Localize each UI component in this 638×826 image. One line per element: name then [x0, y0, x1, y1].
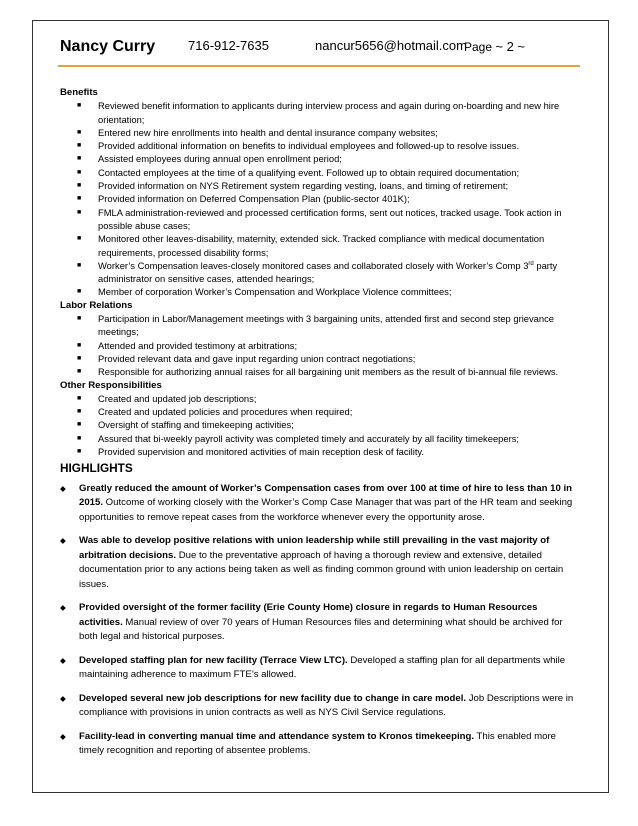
highlight-item [60, 601, 580, 645]
section-list [60, 312, 580, 378]
section-title: Labor Relations [60, 299, 133, 311]
responsibility-sections [60, 86, 580, 458]
highlight-item [60, 654, 580, 683]
list-item: ■ Assisted employees during annual open enrollment period; [60, 152, 580, 165]
highlight-item [60, 692, 580, 721]
highlight-item [60, 482, 580, 526]
item-superscript: rd [528, 260, 534, 267]
list-item: ■ Reviewed benefit information to applicants during interview process and again during on-boarding and new hire orientation; [60, 99, 580, 126]
highlight-item [60, 534, 580, 592]
list-item: ■ Created and updated policies and procedures when required; [60, 405, 580, 418]
list-item: ■ Provided additional information on benefits to individual employees and followed-up to resolve issues. [60, 139, 580, 152]
highlights-title: HIGHLIGHTS [60, 461, 133, 476]
list-item: ■ Attended and provided testimony at arbitrations; [60, 339, 580, 352]
phone-number: 716-912-7635 [188, 38, 269, 53]
list-item: ■ Entered new hire enrollments into health and dental insurance company websites; [60, 126, 580, 139]
header-divider [58, 65, 580, 67]
highlight-text: This enabled more timely recognition and reporting of absentee problems. [79, 730, 556, 757]
list-item: ■ Provided relevant data and gave input regarding union contract negotiations; [60, 352, 580, 365]
highlights-list [60, 482, 580, 759]
highlight-bold: Provided oversight of the former facility (Erie County Home) closure in regards to Human Resources activities. [79, 602, 538, 628]
item-text: Worker’s Compensation leaves-closely monitored cases and collaborated closely with Worker’s Comp 3 [98, 259, 529, 271]
highlight-text: Outcome of working closely with the Worker’s Comp Case Manager that was part of the HR team and seeking opportunities to remove repeat cases from the workforce whenever every the opportunity arose. [79, 497, 573, 523]
page-number-value: ~ 2 ~ [495, 39, 526, 54]
list-item: ■ Provided information on NYS Retirement system regarding vesting, loans, and timing of retirement; [60, 179, 580, 192]
highlight-bold: Developed staffing plan for new facility (Terrace View LTC). [79, 654, 348, 666]
resume-body [60, 86, 580, 768]
highlight-bold: Greatly reduced the amount of Worker’s Compensation cases from over 100 at time of hire to less than 10 in 2015. [79, 482, 572, 509]
highlight-text: Manual review of over 70 years of Human Resources files and determining what should be archived for both legal and historical purposes. [79, 616, 563, 643]
list-item: ■ Member of corporation Worker’s Compensation and Workplace Violence committees; [60, 285, 580, 298]
list-item [60, 259, 580, 286]
highlight-item [60, 730, 580, 759]
candidate-name: Nancy Curry [60, 38, 156, 55]
resume-header [60, 38, 580, 64]
list-item: ■ FMLA administration-reviewed and processed certification forms, sent out notices, tracked usage. Took action in possible abuse cases; [60, 206, 580, 233]
list-item: ■ Provided information on Deferred Compensation Plan (public-sector 401K); [60, 192, 580, 205]
section-list [60, 99, 580, 298]
list-item: ■ Created and updated job descriptions; [60, 392, 580, 405]
section-title: Benefits [60, 87, 98, 98]
list-item: ■ Provided supervision and monitored activities of main reception desk of facility. [60, 445, 580, 458]
list-item: ■ Oversight of staffing and timekeeping activities; [60, 418, 580, 431]
list-item: ■ Contacted employees at the time of a qualifying event. Followed up to obtain required documentation; [60, 166, 580, 179]
highlight-text: Job Descriptions were in compliance with provisions in union contracts as well as NYS Civil Service regulations. [79, 692, 574, 719]
item-text: party administrator on sensitive cases, attended hearings; [98, 259, 558, 285]
list-item: ■ Participation in Labor/Management meetings with 3 bargaining units, attended first and second step grievance meetings; [60, 312, 580, 339]
list-item: ■ Monitored other leaves-disability, maternity, extended sick. Tracked compliance with medical documentation requirements, processed disability forms; [60, 232, 580, 259]
highlight-text: Developed a staffing plan for all departments while maintaining adherence to maximum FTE’s allowed. [79, 654, 566, 681]
list-item: ■ Responsible for authorizing annual raises for all bargaining unit members as the result of bi-annual file reviews. [60, 365, 580, 378]
email-address: nancur5656@hotmail.com [315, 38, 467, 53]
highlight-bold: Facility-lead in converting manual time and attendance system to Kronos timekeeping. [79, 730, 475, 742]
highlight-bold: Was able to develop positive relations with union leadership while still prevailing in the vast majority of arbitration decisions. [79, 535, 550, 561]
section-title: Other Responsibilities [60, 379, 162, 391]
highlight-bold: Developed several new job descriptions for new facility due to change in care model. [79, 692, 467, 704]
page-label: Page [464, 40, 493, 54]
page-number [464, 39, 525, 54]
section-list [60, 392, 580, 458]
highlight-text: Due to the preventative approach of having a thorough review and extensive, detailed documentation prior to any actions being taken as well as finding common ground with union leadership on certain issues. [79, 549, 564, 590]
list-item: ■ Assured that bi-weekly payroll activity was completed timely and accurately by all facility timekeepers; [60, 432, 580, 445]
